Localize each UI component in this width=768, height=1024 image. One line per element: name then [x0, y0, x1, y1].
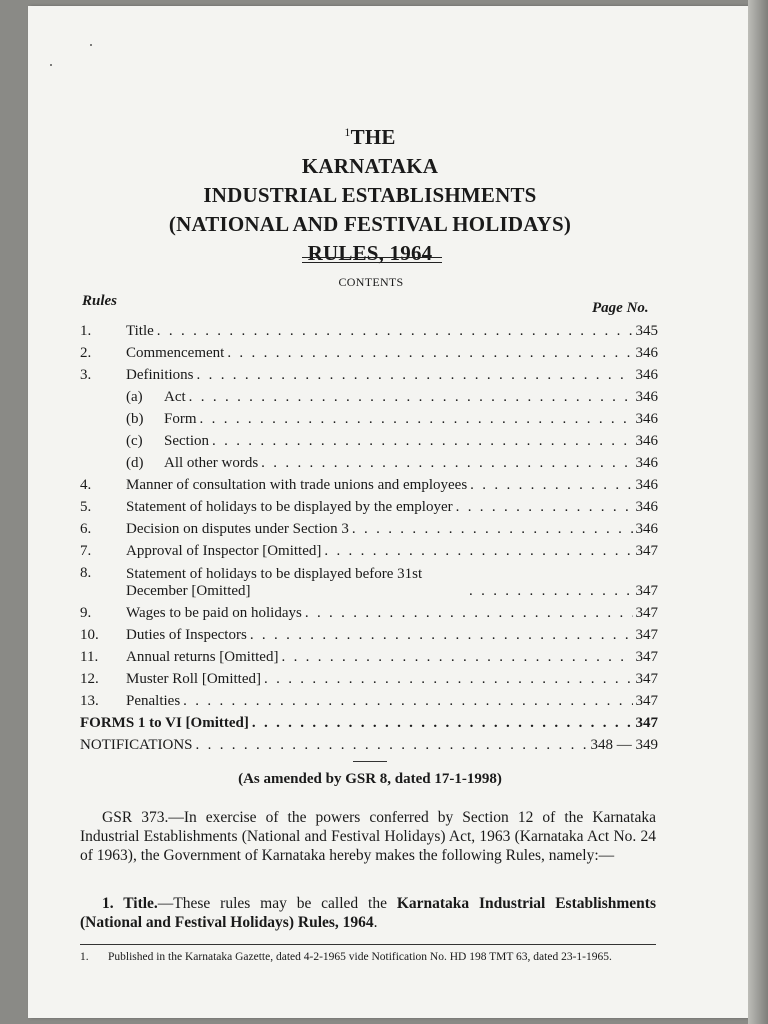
preamble-paragraph: GSR 373.—In exercise of the powers conferred by Section 12 of the Karnataka Industrial Establishments (National and Festival Holidays) Act, 1963 (Karnataka Act No. 24 of 1963), the Government of Karnataka hereby makes the following Rules, namely:—: [80, 809, 656, 864]
page-column-label: Page No.: [592, 300, 649, 316]
section-divider: [353, 761, 387, 762]
contents-heading: CONTENTS: [338, 275, 404, 289]
title-double-rule: [302, 257, 442, 263]
toc-entry: 11. Annual returns [Omitted] . . . 347: [80, 644, 658, 666]
toc-entry-notifications: NOTIFICATIONS . . . 348 — 349: [80, 732, 658, 754]
scan-speck: [50, 64, 52, 66]
rule-1-heading: 1. Title.: [102, 895, 158, 912]
toc-entry: 1. Title . . . 345: [80, 318, 658, 340]
rules-name: Karnataka Industrial Establishments (National and Festival Holidays) Rules, 1964: [80, 895, 656, 931]
toc-subentry: (a) Act . . . 346: [80, 384, 658, 406]
title-line-2: KARNATAKA: [301, 154, 439, 178]
rules-column-label: Rules: [82, 293, 118, 309]
toc-subentry: (b) Form . . . 346: [80, 406, 658, 428]
toc-subentry: (d) All other words . . . 346: [80, 450, 658, 472]
amendment-note: (As amended by GSR 8, dated 17-1-1998): [238, 771, 502, 787]
toc-entry: 12. Muster Roll [Omitted] . . . 347: [80, 666, 658, 688]
title-line-5: RULES, 1964: [307, 241, 433, 265]
title-line-4: (NATIONAL AND FESTIVAL HOLIDAYS): [168, 212, 572, 236]
toc-entry-forms: FORMS 1 to VI [Omitted] . . . 347: [80, 710, 658, 732]
toc-entry: 8. Statement of holidays to be displayed before 31st December [Omitted] . . . 347: [80, 560, 658, 600]
toc-entry: 4. Manner of consultation with trade unions and employees . . . 346: [80, 472, 658, 494]
toc-entry: 5. Statement of holidays to be displayed by the employer . . . 346: [80, 494, 658, 516]
toc-subentry: (c) Section . . . 346: [80, 428, 658, 450]
document-title: [0, 118, 740, 268]
toc-entry: 3. Definitions . . . 346: [80, 362, 658, 384]
table-of-contents: [80, 318, 658, 754]
footnote-number: 1.: [80, 951, 89, 963]
title-line-1: $^1$THE: [344, 125, 396, 149]
footnote: [80, 950, 656, 964]
footnote-text: Published in the Karnataka Gazette, dated 4-2-1965 vide Notification No. HD 198 TMT 63, dated 23-1-1965.: [108, 951, 612, 963]
footnote-rule: [80, 944, 656, 945]
toc-entry: 6. Decision on disputes under Section 3 . . . 346: [80, 516, 658, 538]
title-footnote-marker: 1: [344, 125, 351, 139]
toc-entry: 9. Wages to be paid on holidays . . . 347: [80, 600, 658, 622]
title-line-3: INDUSTRIAL ESTABLISHMENTS: [203, 183, 537, 207]
rule-1-paragraph: 1. Title.—These rules may be called the Karnataka Industrial Establishments (National and Festival Holidays) Rules, 1964.: [80, 895, 656, 931]
toc-entry: 7. Approval of Inspector [Omitted] . . . 347: [80, 538, 658, 560]
toc-entry: 10. Duties of Inspectors . . . 347: [80, 622, 658, 644]
scan-speck: [90, 44, 92, 46]
toc-entry: 13. Penalties . . . 347: [80, 688, 658, 710]
page-edge-shadow: [748, 0, 768, 1024]
toc-entry: 2. Commencement . . . 346: [80, 340, 658, 362]
